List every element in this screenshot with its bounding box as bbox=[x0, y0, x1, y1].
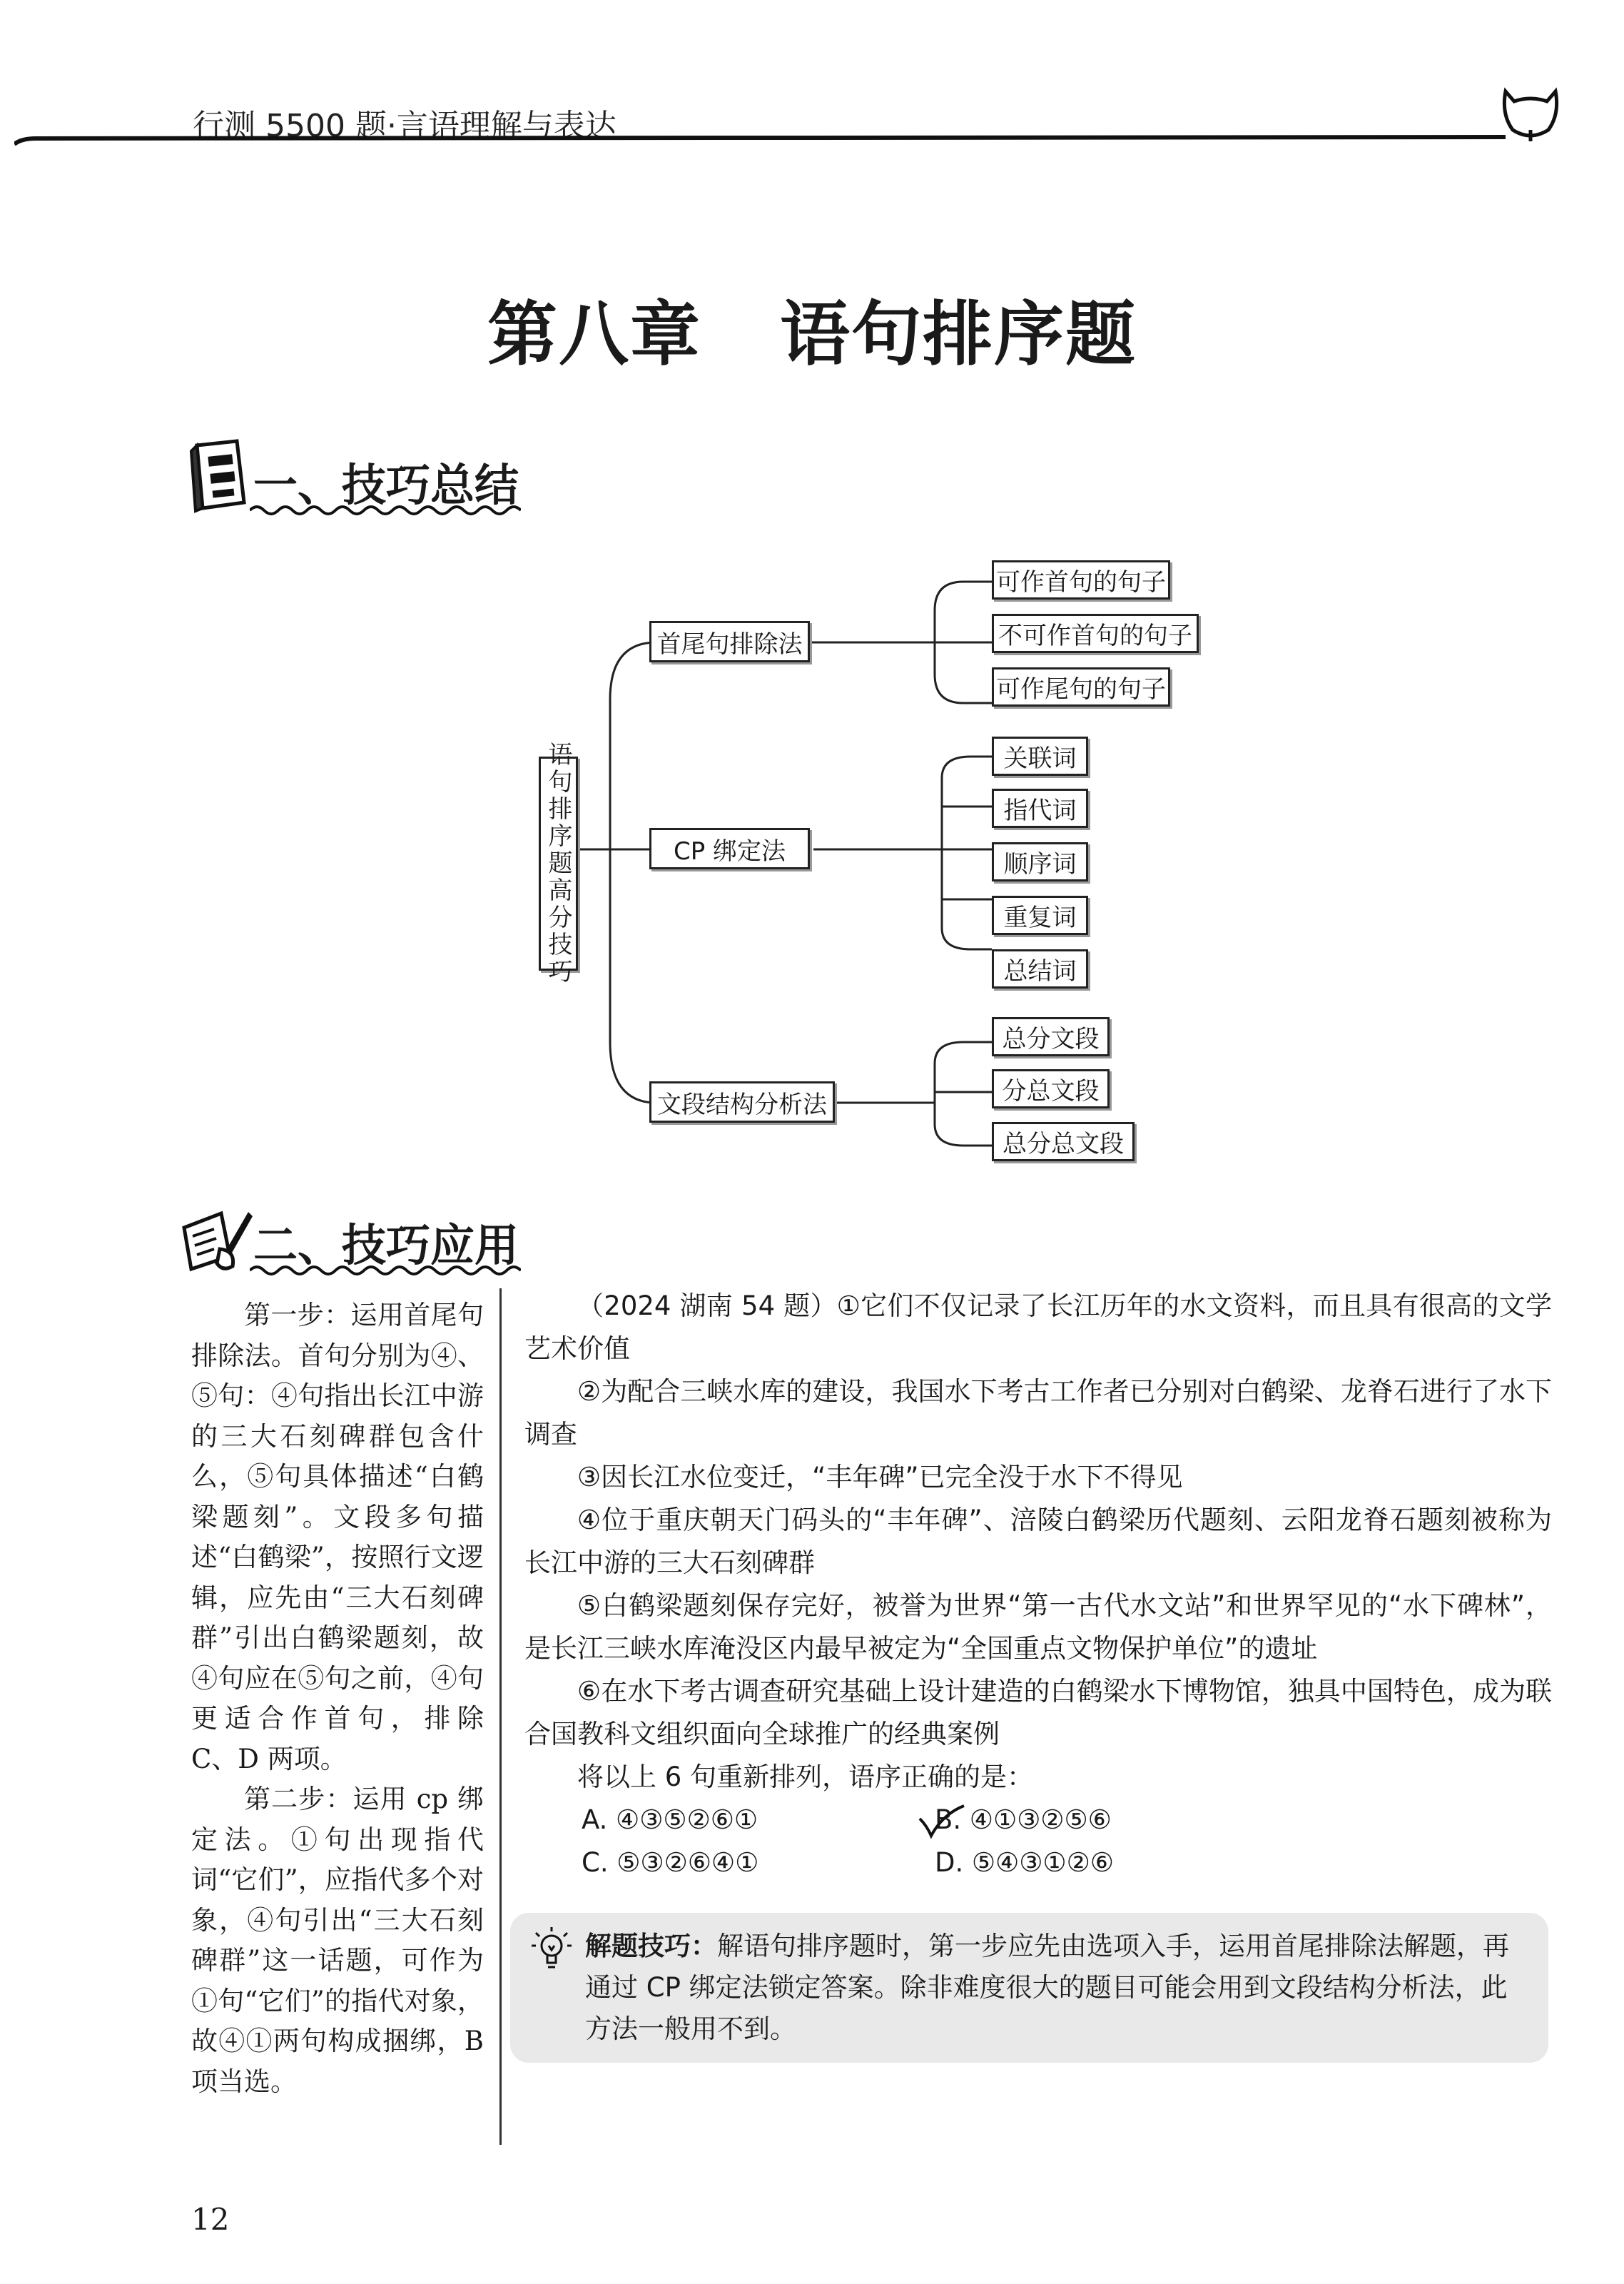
options-row-2 bbox=[582, 1841, 1552, 1884]
mindmap-leaf: 指代词 bbox=[992, 789, 1088, 828]
tip-label: 解题技巧： bbox=[585, 1931, 717, 1961]
tip-text: 解语句排序题时，第一步应先由选项入手，运用首尾排除法解题，再通过 CP 绑定法锁定答案。除非难度很大的题目可能会用到文段结构分析法，此方法一般用不到。 bbox=[585, 1931, 1509, 2044]
explanation-step-1: 第一步：运用首尾句排除法。首句分别为④、⑤句：④句指出长江中游的三大石刻碑群包含什么，⑤句具体描述“白鹤梁题刻”。文段多句描述“白鹤梁”，按照行文逻辑，应先由“三大石刻碑群”引出白鹤梁题刻，故④句应在⑤句之前，④句更适合作首句，排除 C、D 两项。 bbox=[191, 1300, 484, 1774]
section-heading-application: 二、技巧应用 bbox=[253, 1219, 519, 1271]
page-number: 12 bbox=[191, 2202, 230, 2237]
mindmap-branch-structure-analysis: 文段结构分析法 bbox=[649, 1081, 835, 1123]
handwritten-explanation bbox=[191, 1295, 484, 2102]
mindmap-leaf: 重复词 bbox=[992, 896, 1088, 935]
solving-tip-box bbox=[510, 1913, 1548, 2063]
explanation-step-2: 第二步：运用 cp 绑定法。①句出现指代词“它们”，应指代多个对象，④句引出“三大石刻碑群”这一话题，可作为①句“它们”的指代对象，故④①两句构成捆绑，B 项当选。 bbox=[191, 1784, 484, 2097]
sentence-6: ⑥在水下考古调查研究基础上设计建造的白鹤梁水下博物馆，独具中国特色，成为联合国教科文组织面向全球推广的经典案例 bbox=[524, 1676, 1552, 1749]
heading-underline-squiggle bbox=[250, 503, 521, 517]
mindmap-leaf: 总分总文段 bbox=[992, 1122, 1135, 1161]
option-c: C. ⑤③②⑥④① bbox=[582, 1847, 759, 1878]
mindmap-branch-head-tail-elimination: 首尾句排除法 bbox=[649, 621, 810, 662]
option-d: D. ⑤④③①②⑥ bbox=[935, 1847, 1115, 1878]
mindmap-leaf: 总结词 bbox=[992, 949, 1088, 989]
writing-hand-icon bbox=[178, 1206, 253, 1278]
mindmap-leaf: 不可作首句的句子 bbox=[992, 614, 1199, 653]
header-rule bbox=[14, 134, 1513, 148]
mindmap-leaf: 总分文段 bbox=[992, 1017, 1110, 1056]
cat-ear-icon bbox=[1498, 86, 1563, 143]
section-heading-summary: 一、技巧总结 bbox=[253, 459, 519, 511]
option-b: B. ④①③②⑤⑥ bbox=[935, 1804, 1112, 1835]
notebook-icon bbox=[187, 437, 251, 515]
sentence-3: ③因长江水位变迁，“丰年碑”已完全没于水下不得见 bbox=[577, 1462, 1183, 1492]
lightbulb-icon bbox=[530, 1926, 573, 1976]
sentence-5: ⑤白鹤梁题刻保存完好，被誉为世界“第一古代水文站”和世界罕见的“水下碑林”，是长江三峡水库淹没区内最早被定为“全国重点文物保护单位”的遗址 bbox=[524, 1590, 1552, 1664]
technique-mindmap bbox=[528, 542, 1242, 1171]
option-a: A. ④③⑤②⑥① bbox=[582, 1804, 758, 1835]
chapter-name: 语句排序题 bbox=[780, 294, 1137, 375]
mindmap-leaf: 分总文段 bbox=[992, 1069, 1110, 1108]
mindmap-branch-cp-binding: CP 绑定法 bbox=[649, 828, 810, 869]
chapter-title bbox=[0, 278, 1624, 379]
sentence-1: （2024 湖南 54 题）①它们不仅记录了长江历年的水文资料，而且具有很高的文学艺术价值 bbox=[524, 1290, 1552, 1364]
question-prompt: 将以上 6 句重新排列，语序正确的是： bbox=[577, 1762, 1034, 1792]
mindmap-leaf: 顺序词 bbox=[992, 842, 1088, 881]
sentence-2: ②为配合三峡水库的建设，我国水下考古工作者已分别对白鹤梁、龙脊石进行了水下调查 bbox=[524, 1376, 1552, 1450]
options-row-1 bbox=[582, 1799, 1552, 1841]
mindmap-leaf: 可作首句的句子 bbox=[992, 560, 1170, 600]
mindmap-leaf: 可作尾句的句子 bbox=[992, 667, 1170, 707]
mindmap-root: 语句排序题高分技巧 bbox=[539, 757, 578, 971]
checkmark-icon bbox=[917, 1804, 967, 1840]
mindmap-leaf: 关联词 bbox=[992, 737, 1088, 776]
column-divider bbox=[499, 1288, 502, 2145]
running-header-title: 行测 5500 题·言语理解与表达 bbox=[193, 108, 616, 144]
chapter-number: 第八章 bbox=[487, 294, 701, 375]
heading-underline-squiggle bbox=[250, 1263, 521, 1278]
question-block bbox=[524, 1285, 1552, 1884]
sentence-4: ④位于重庆朝天门码头的“丰年碑”、涪陵白鹤梁历代题刻、云阳龙脊石题刻被称为长江中游的三大石刻碑群 bbox=[524, 1505, 1552, 1578]
